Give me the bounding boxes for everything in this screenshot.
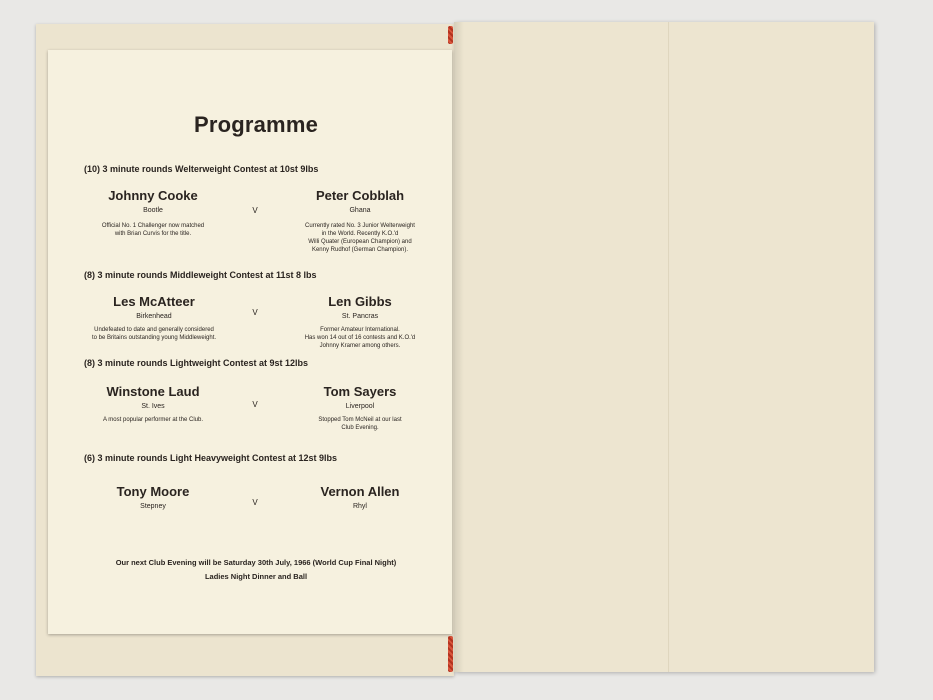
fighter-town: Rhyl bbox=[352, 503, 367, 510]
page-fold-crease bbox=[668, 22, 670, 672]
bout-2-red-corner bbox=[74, 294, 234, 342]
fighter-name: Les McAtteer bbox=[113, 294, 195, 309]
fighter-town: Bootle bbox=[143, 207, 163, 214]
fighter-note: Former Amateur International. Has won 14 out of 16 contests and K.O.'d Johnny Kramer among others. bbox=[304, 327, 416, 349]
programme-title: Programme bbox=[193, 112, 319, 137]
bout-3-red-corner bbox=[78, 384, 228, 424]
bout-2-heading: (8) 3 minute rounds Middleweight Contest at 11st 8 lbs bbox=[84, 270, 317, 280]
programme-insert-sheet bbox=[48, 50, 452, 634]
fighter-town: St. Pancras bbox=[341, 313, 379, 320]
bout-1-heading: (10) 3 minute rounds Welterweight Contest at 10st 9lbs bbox=[84, 164, 319, 174]
fighter-name: Vernon Allen bbox=[320, 484, 400, 499]
bout-1-blue-corner bbox=[280, 188, 440, 254]
fighter-note: A most popular performer at the Club. bbox=[102, 417, 204, 423]
fighter-note: Official No. 1 Challenger now matched with Brian Curvis for the title. bbox=[101, 223, 205, 237]
fighter-name: Peter Cobblah bbox=[315, 188, 405, 203]
footer-next-club-evening: Our next Club Evening will be Saturday 30th July, 1966 (World Cup Final Night) bbox=[115, 558, 397, 567]
fighter-note: Stopped Tom McNeil at our last Club Evening. bbox=[318, 417, 402, 431]
fighter-name: Tony Moore bbox=[116, 484, 190, 499]
fighter-name: Winstone Laud bbox=[106, 384, 200, 399]
binding-cord-top bbox=[448, 26, 453, 44]
bout-3-blue-corner bbox=[280, 384, 440, 432]
bout-2-blue-corner bbox=[280, 294, 440, 350]
fighter-name: Len Gibbs bbox=[328, 294, 392, 309]
binding-cord-bottom bbox=[448, 636, 453, 672]
footer-ladies-night: Ladies Night Dinner and Ball bbox=[204, 572, 308, 581]
fighter-town: Ghana bbox=[349, 207, 371, 214]
fighter-note: Currently rated No. 3 Junior Welterweight in the World. Recently K.O.'d Willi Quater (European Champion) and Kenny Rudhof (German Champion). bbox=[305, 223, 415, 253]
bout-4-vs: V bbox=[252, 498, 258, 507]
fighter-town: Liverpool bbox=[345, 403, 375, 410]
bout-1-vs: V bbox=[252, 206, 258, 215]
bout-4-blue-corner bbox=[280, 484, 440, 510]
programme-right-page bbox=[454, 22, 874, 672]
fighter-name: Johnny Cooke bbox=[108, 188, 198, 203]
bout-4-red-corner bbox=[78, 484, 228, 510]
fighter-name: Tom Sayers bbox=[323, 384, 397, 399]
fighter-town: St. Ives bbox=[141, 403, 165, 410]
fighter-town: Stepney bbox=[140, 503, 166, 510]
bout-3-heading: (8) 3 minute rounds Lightweight Contest at 9st 12lbs bbox=[84, 358, 309, 368]
bout-2-vs: V bbox=[252, 308, 258, 317]
fighter-note: Undefeated to date and generally considered to be Britains outstanding young Middleweight. bbox=[91, 327, 217, 341]
bout-1-red-corner bbox=[78, 188, 228, 238]
bout-4-heading: (6) 3 minute rounds Light Heavyweight Contest at 12st 9lbs bbox=[84, 453, 338, 463]
bout-3-vs: V bbox=[252, 400, 258, 409]
fighter-town: Birkenhead bbox=[136, 313, 172, 320]
